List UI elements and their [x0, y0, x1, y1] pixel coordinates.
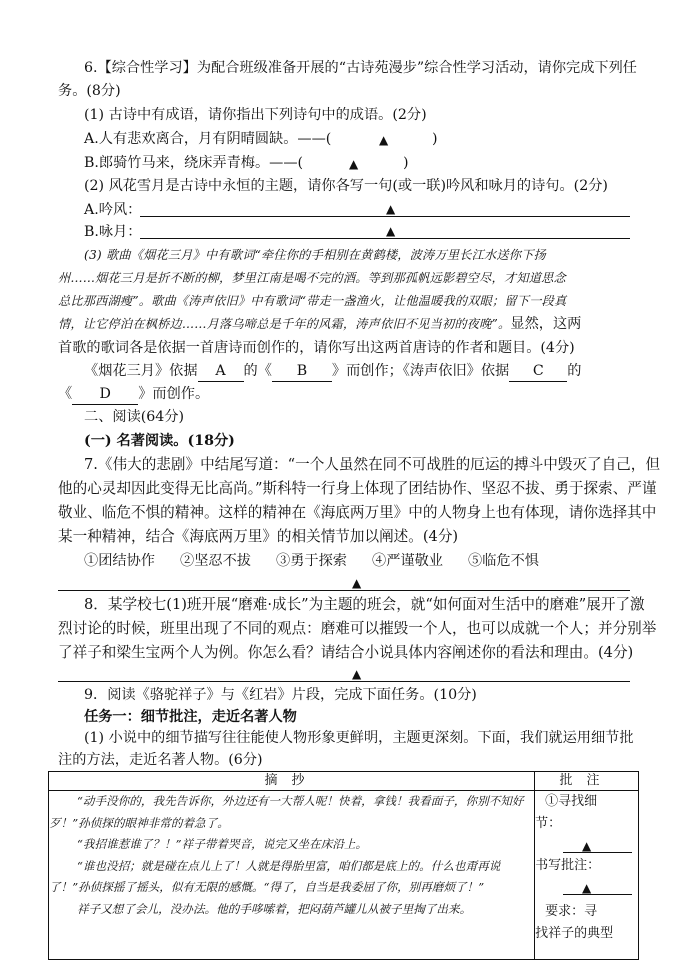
note-line1: ①寻找细 — [545, 794, 598, 809]
ans-text-3: 》而创作；《涛声依旧》依据 — [331, 363, 510, 379]
q7-option: ②坚忍不拔 — [180, 553, 251, 569]
answer-marker: ▲ — [386, 224, 396, 238]
ans-text-1: 《烟花三月》依据 — [84, 363, 198, 379]
q6-sub1-b-close: ) — [403, 155, 409, 171]
q6-sub1-a-close: ) — [432, 131, 438, 147]
excerpt-paragraph: “动手没你的，我先告诉你，外边还有一大帮人呢！快着，拿钱！我看面子，你别不知好歹！”孙侦探的眼神非常的着急了。 — [49, 794, 524, 830]
note-line3: 书写批注： — [535, 858, 601, 873]
answer-marker: ▲ — [379, 133, 389, 147]
col-header-excerpt: 摘抄 — [49, 772, 535, 791]
subsection-title: (一) 名著阅读。(18分) — [84, 433, 235, 449]
q8-line2: 烈讨论的时候，班里出现了不同的观点：磨难可以摧毁一个人，也可以成就一个人；并分别举 — [58, 620, 657, 637]
q6-sub1-b — [84, 153, 644, 173]
q6-sub3-line4-rest: 显然，这两 — [510, 316, 582, 332]
q6-sub1-a-text: A.人有悲欢离合，月有阴晴圆缺。——( — [84, 131, 332, 147]
q9-task1 — [84, 707, 644, 727]
q8-line1: 8．某学校七(1)班开展“磨难·成长”为主题的班会，就“如何面对生活中的磨难”展开了激 — [84, 596, 645, 613]
q6-sub1: (1) 古诗中有成语，请你指出下列诗句中的成语。(2分) — [84, 107, 427, 123]
excerpt-paragraph: “谁也没招；就是碰在点儿上了！人就是得胎里富，咱们都是底上的。什么也甭再说了！”孙侦探摇了摇头，似有无限的感慨。“得了，自当是我委屈了你，别再磨烦了！” — [49, 858, 501, 895]
q6-sub1-b-text: B.郎骑竹马来，绕床弄青梅。——( — [84, 155, 304, 171]
blank-c[interactable]: C — [509, 361, 567, 382]
answer-marker: ▲ — [352, 667, 362, 681]
q7-line2: 他的心灵却因此变得无比高尚。”斯科特一行身上体现了团结协作、坚忍不拔、勇于探索、严谨 — [58, 480, 657, 497]
col-header-annotation: 批注 — [535, 772, 639, 791]
q6-sub3-line5: 首歌的歌词各是依据一首唐诗而创作的，请你写出这两首唐诗的作者和题目。(4分) — [58, 340, 575, 356]
q6-answer-line1 — [84, 361, 644, 382]
answer-line[interactable] — [58, 590, 630, 591]
q9-sub1-line1: (1) 小说中的细节描写往往能使人物形象更鲜明，主题更深刻。下面，我们就运用细节批 — [84, 730, 634, 746]
ans-text-4: 的 — [567, 363, 582, 379]
q6-sub2-b-label: B.咏月： — [84, 224, 142, 240]
ans-text-6: 》而创作。 — [138, 386, 210, 402]
note-line2: 节： — [535, 816, 562, 831]
q6-sub1-a — [84, 129, 644, 149]
note-blank[interactable] — [535, 877, 638, 897]
answer-line[interactable] — [140, 238, 630, 239]
q6-line2: 务。(8分) — [58, 83, 121, 99]
note-blank[interactable] — [535, 835, 638, 855]
q9-line1: 9．阅读《骆驼祥子》与《红岩》片段，完成下面任务。(10分) — [84, 687, 477, 703]
q7-option: ⑤临危不惧 — [468, 553, 539, 569]
q7-option: ③勇于探索 — [276, 553, 347, 569]
q7-option: ①团结协作 — [84, 553, 155, 569]
answer-marker: ▲ — [581, 881, 592, 895]
answer-marker: ▲ — [386, 202, 396, 216]
annotation-cell — [535, 791, 639, 960]
q7-option: ④严谨敬业 — [372, 553, 443, 569]
q6-line1: 6.【综合性学习】为配合班级准备开展的“古诗苑漫步”综合性学习活动，请你完成下列任 — [84, 60, 637, 76]
q6-sub2-a-label: A.吟风： — [84, 202, 142, 218]
q6-sub2: (2) 风花雪月是古诗中永恒的主题，请你各写一句(或一联)吟风和咏月的诗句。(2分) — [84, 178, 608, 194]
q9-sub1-line2: 注的方法，走近名著人物。(6分) — [58, 752, 263, 768]
ans-text-5: 《 — [58, 386, 73, 402]
ans-text-2: 的《 — [243, 363, 272, 379]
q7-line3: 敬业、临危不惧的精神。这样的精神在《海底两万里》中的人物身上也有体现，请你选择其中 — [58, 504, 657, 521]
answer-line[interactable] — [140, 216, 630, 217]
q6-sub3-line3: 总比那西湖瘦”。歌曲《涛声依旧》中有歌词“带走一盏渔火，让他温暖我的双眼；留下一段真 — [58, 294, 567, 308]
q7-line4: 某一种精神，结合《海底两万里》的相关情节加以阐述。(4分) — [58, 528, 459, 545]
note-line5: 找祥子的典型 — [535, 926, 614, 941]
answer-marker: ▲ — [581, 839, 592, 853]
q6-sub3-line1: (3) 歌曲《烟花三月》中有歌词“牵住你的手相别在黄鹤楼，波涛万里长江水送你下扬 — [84, 248, 546, 262]
q9-task1-text: 任务一：细节批注，走近名著人物 — [84, 709, 297, 725]
note-line4: 要求：寻 — [545, 904, 598, 919]
blank-a[interactable]: A — [198, 361, 244, 382]
blank-d[interactable]: D — [72, 384, 138, 405]
q6-sub3-line2: 州……烟花三月是折不断的柳，梦里江南是喝不完的酒。等到那孤帆远影碧空尽，才知道思念 — [58, 271, 566, 285]
blank-b[interactable]: B — [272, 361, 332, 382]
q6-answer-line2 — [58, 384, 618, 405]
answer-line[interactable] — [58, 681, 630, 682]
q6-sub3-line4 — [58, 314, 618, 334]
q6-sub3-line4-lyrics: 情，让它停泊在枫桥边……月落乌啼总是千年的风霜，涛声依旧不见当初的夜晚”。 — [58, 317, 511, 331]
excerpt-paragraph: “我招谁惹谁了？！”祥子带着哭音，说完又坐在床沿上。 — [77, 837, 368, 852]
q7-line1: 7.《伟大的悲剧》中结尾写道：“一个人虽然在同不可战胜的厄运的搏斗中毁灭了自己，但 — [84, 456, 660, 473]
section-title: 二、阅读(64分) — [84, 409, 185, 425]
q8-line3: 了祥子和梁生宝两个人为例。你怎么看？请结合小说具体内容阐述你的看法和理由。(4分) — [58, 644, 634, 661]
excerpt-table — [48, 771, 639, 960]
answer-marker: ▲ — [349, 157, 359, 171]
excerpt-paragraph: 祥子又想了会儿，没办法。他的手哆嗦着，把闷葫芦罐儿从被子里掏了出来。 — [77, 901, 472, 916]
answer-marker: ▲ — [352, 576, 362, 590]
excerpt-cell — [49, 791, 535, 960]
q7-options — [84, 551, 564, 571]
